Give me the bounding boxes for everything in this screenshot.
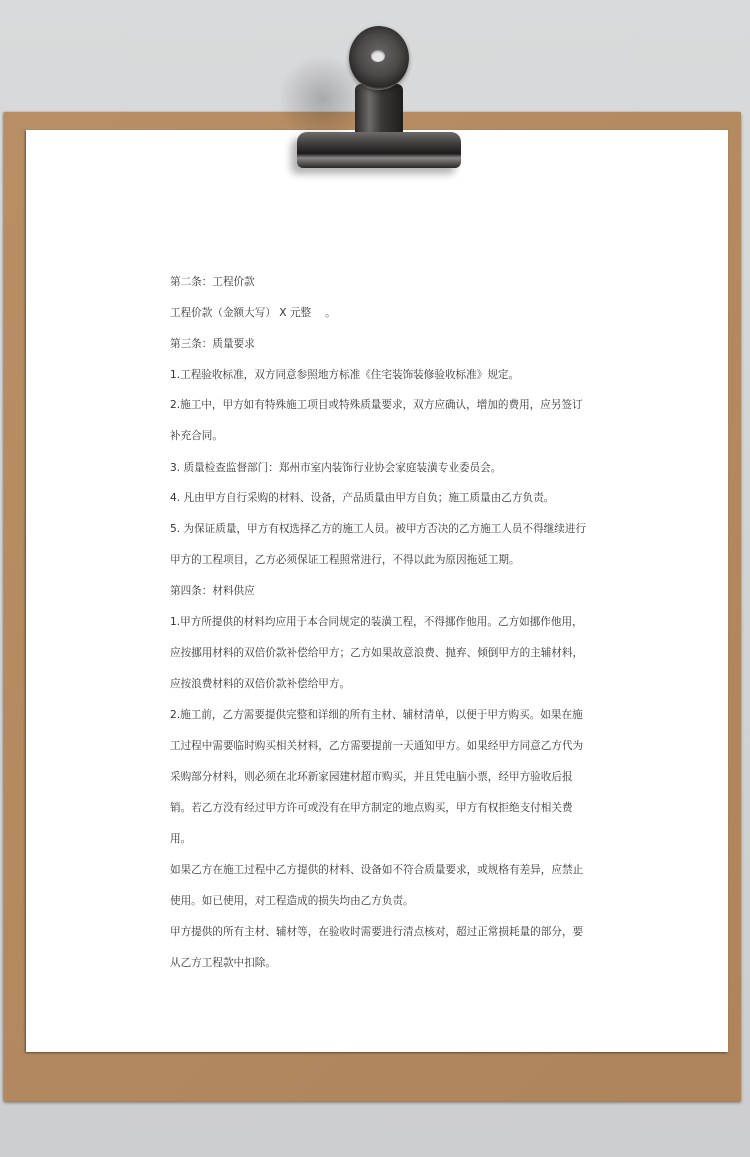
quality-clause-1: 1.工程验收标准，双方同意参照地方标准《住宅装饰装修验收标准》规定。	[170, 368, 520, 381]
section-heading-quality: 第三条：质量要求	[170, 337, 255, 350]
materials-clause-4: 甲方提供的所有主材、辅材等，在验收时需要进行清点核对，超过正常损耗量的部分，要从乙方工程款中扣除。	[170, 925, 584, 969]
quality-clause-4: 4. 凡由甲方自行采购的材料、设备，产品质量由甲方自负；施工质量由乙方负责。	[170, 492, 555, 505]
contract-text	[170, 272, 590, 984]
section-heading-price: 第二条：工程价款	[170, 276, 255, 288]
price-amount-line: 工程价款（金额大写） X 元整 。	[170, 306, 336, 319]
quality-clause-5: 5. 为保证质量，甲方有权选择乙方的施工人员。被甲方否决的乙方施工人员不得继续进行甲方的工程项目，乙方必须保证工程照常进行，不得以此为原因拖延工期。	[170, 522, 587, 566]
materials-clause-3: 如果乙方在施工过程中乙方提供的材料、设备如不符合质量要求，或规格有差异，应禁止使用。如已使用，对工程造成的损失均由乙方负责。	[170, 863, 584, 907]
clip-base	[297, 132, 461, 168]
clip-hole	[371, 50, 385, 62]
materials-clause-2: 2.施工前，乙方需要提供完整和详细的所有主材、辅材清单，以便于甲方购买。如果在施工过程中需要临时购买相关材料，乙方需要提前一天通知甲方。如果经甲方同意乙方代为采购部分材料，则必须在北环新家园建材超市购买，并且凭电脑小票，经甲方验收后报销。若乙方没有经过甲方许可或没有在甲方制定的地点购买，甲方有权拒绝支付相关费用。	[170, 708, 584, 845]
section-heading-materials: 第四条：材料供应	[170, 585, 255, 598]
quality-clause-2: 2.施工中，甲方如有特殊施工项目或特殊质量要求，双方应确认，增加的费用，应另签订补充合同。	[170, 399, 583, 443]
materials-clause-1: 1.甲方所提供的材料均应用于本合同规定的装潢工程，不得挪作他用。乙方如挪作他用，应按挪用材料的双倍价款补偿给甲方；乙方如果故意浪费、抛弃、倾倒甲方的主辅材料，应按浪费材料的双倍价款补偿给甲方。	[170, 615, 584, 690]
binder-clip-icon	[285, 24, 465, 170]
quality-clause-3: 3. 质量检查监督部门：郑州市室内装饰行业协会家庭装潢专业委员会。	[170, 461, 502, 474]
